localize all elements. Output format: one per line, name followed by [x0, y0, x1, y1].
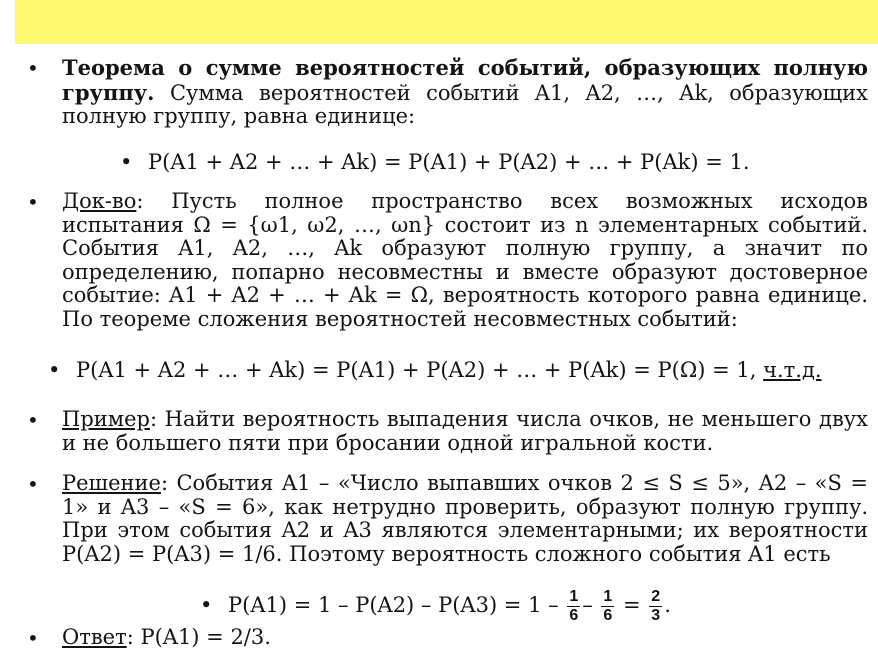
theorem-body: Сумма вероятностей событий A1, A2, …, Ak, образующих полную группу, равна единице:: [62, 80, 868, 128]
solution-text: [62, 472, 868, 566]
fraction-1: $\frac{1}{6}$: [569, 588, 579, 624]
solution-formula-item: • P(A1) = 1 – P(A2) – P(A3) = 1 – $\frac{1}{6}$ – $\frac{1}{6}$ = $\frac{2}{3}$ .: [200, 588, 671, 624]
solution-formula: P(A1) = 1 – P(A2) – P(A3) = 1 –: [228, 593, 559, 617]
formula-period: .: [664, 593, 671, 617]
proof-label: Док-во: [62, 189, 137, 213]
example-text: [62, 408, 868, 455]
equals-sign: =: [623, 593, 641, 617]
theorem-text: [62, 56, 868, 129]
fraction-2: $\frac{1}{6}$: [603, 588, 613, 624]
solution-label: Решение: [62, 471, 161, 495]
answer-body: : P(A1) = 2/3.: [126, 625, 271, 649]
proof-body: : Пусть полное пространство всех возможных исходов испытания Ω = {ω1, ω2, …, ωn} состоит из n элементарных событий. События A1, A2, …, Ak образуют полную группу, а значит по определению, попарно несовместны и вместе образуют достоверное событие: A1 + A2 + … + Ak = Ω, вероятность которого равна единице. По теореме сложения вероятностей несовместных событий:: [62, 189, 868, 331]
answer-text: [62, 626, 868, 650]
example-label: Пример: [62, 407, 150, 431]
proof-formula: P(A1 + A2 + … + Ak) = P(A1) + P(A2) + … + P(Ak) = P(Ω) = 1,: [76, 358, 757, 382]
theorem-formula-item: • P(A1 + A2 + … + Ak) = P(A1) + P(A2) + … + P(Ak) = 1.: [120, 150, 750, 174]
proof-qed: ч.т.д.: [763, 358, 822, 382]
title-banner: [15, 0, 878, 44]
solution-body: : События A1 – «Число выпавших очков 2 ≤ S ≤ 5», A2 – «S = 1» и A3 – «S = 6», как нетрудно проверить, образуют полную группу. При этом события A2 и A3 являются элементарными; их вероятности P(A2) = P(A3) = 1/6. Поэтому вероятность сложного события A1 есть: [62, 471, 868, 566]
theorem-title: Теорема о сумме вероятностей событий, образующих полную группу.: [62, 55, 868, 105]
theorem-formula: P(A1 + A2 + … + Ak) = P(A1) + P(A2) + … + P(Ak) = 1.: [148, 150, 750, 174]
example-body: : Найти вероятность выпадения числа очков, не меньшего двух и не большего пяти при бросании одной игральной кости.: [62, 407, 868, 455]
fraction-3: $\frac{2}{3}$: [651, 588, 661, 624]
proof-text: [62, 190, 868, 331]
answer-label: Ответ: [62, 625, 127, 649]
bullet: •: [27, 56, 39, 80]
proof-formula-item: • P(A1 + A2 + … + Ak) = P(A1) + P(A2) + … + P(Ak) = P(Ω) = 1, ч.т.д.: [48, 358, 822, 382]
